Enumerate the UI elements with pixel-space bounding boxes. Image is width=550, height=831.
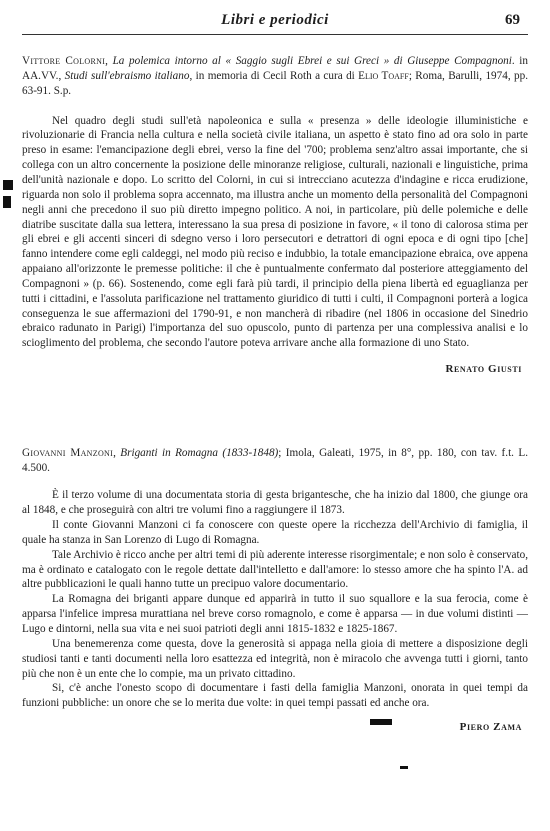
review-citation: Vittore Colorni, La polemica intorno al « Saggio sugli Ebrei e sui Greci » di Giuseppe Compagnoni. in AA.VV., Studi sull'ebraismo italiano, in memoria di Cecil Roth a cura di Elio Toaff; Roma, Barulli, 1974, pp. 63-91. S.p. [22,55,529,98]
citation-text: , in memoria di Cecil Roth a cura di [189,70,359,83]
review-body [22,488,528,711]
review-author: Vittore Colorni [22,55,106,67]
ink-smudge [400,766,408,769]
review-paragraph: Si, c'è anche l'onesto scopo di documentare i fasti della famiglia Manzoni, onorata in quei tempi da funzioni pubbliche: un onore che se lo merita due volte: in quei tempi passati ed anche ora. [22,682,528,710]
citation-editor: Elio Toaff [358,70,409,83]
citation-text: . in AA.VV., [22,55,528,83]
scan-mark [3,196,11,208]
review-title: Briganti in Romagna (1833-1848) [120,447,279,459]
review-colorni [22,54,528,375]
running-head [22,12,528,34]
citation-text: ; Imola, Galeati, 1975, in 8°, pp. 180, con tav. f.t. L. 4.500. [22,447,529,475]
review-paragraph: La Romagna dei briganti appare dunque ed apparirà in tutto il suo squallore e la sua ferocia, come è apparsa l'infelice impresa murattiana nel breve corso romagnolo, e come è apparsa — in due volumi distinti — Lugo e dintorni, nella sua vita e nei suoi patrioti degli anni 1815-1832 e 1825-1867. [22,593,528,635]
review-paragraph: Il conte Giovanni Manzoni ci fa conoscere con queste opere la ricchezza dell'Archivio di famiglia, il quale ha stanza in San Lorenzo di Lugo di Romagna. [22,519,528,546]
review-manzoni [22,446,528,733]
review-paragraph: Tale Archivio è ricco anche per altri temi di più aderente interesse risorgimentale; e non solo è conservato, ma è ordinato e catalogato con le regole dettate dall'intelletto e dall'amore: lo stesso amore che ha spinto l'A. ad altre pubblicazioni le quali hanno tutte un precipuo valore documentario. [22,548,528,591]
review-body [22,114,528,352]
citation-text: ; Roma, Barulli, 1974, pp. 63-91. S.p. [22,70,529,98]
ink-smudge [370,719,392,725]
review-signature: Piero Zama [459,721,522,734]
review-signature: Renato Giusti [445,363,522,376]
scan-mark [3,180,13,190]
header-rule [22,34,528,35]
review-paragraph: Nel quadro degli studi sull'età napoleonica e sulla « presenza » delle ideologie illuministiche e rivoluzionarie di Francia nella cultura e nella società civile italiana, un aspetto è stato fino ad ora solo in parte preso in esame: l'emancipazione degli ebrei, verso la fine del '700; problema senz'altro assai importante, che si collega con un altro concernente la posizione delle minoranze religiose, culturali, nazionali e linguistiche, prima dell'unità nazionale e dopo. Lo scritto del Colorni, in cui si intrecciano acutezza d'indagine e ricca erudizione, riguarda non solo il problema sopra accennato, ma illustra anche un momento della personalità del Compagnoni negli anni che precedono il suo più diretto impegno politico. A noi, in particolare, più delle polemiche e delle diatribe suscitate dalla sua lettera, interessano la sua presa di posizione in favore, « il tono di calorosa stima per gli ebrei e gli accenti sinceri di sdegno verso i loro persecutori e detrattori di ogni epoca e di ogni tipo [che] fanno intendere come egli caldeggi, nel modo più reciso e indubbio, la totale emancipazione ebraica, ove appena appaiano all'orizzonte le premesse politiche: il che è puntualmente confermato dal posteriore atteggiamento del Compagnoni » (p. 66). Sostenendo, come egli farà più tardi, il principio della piena libertà ed eguaglianza per tutti i cittadini, e l'assoluta parificazione nel trattamento giuridico di tutti i culti, il Compagnoni porterà a logica conseguenza le sue affermazioni del 1790-91, e non mancherà di ribadire (nel 1806 in occasione del Sinedrio ebraico radunato in Parigi) l'importanza del suo opuscolo, punto di partenza per una complessiva analisi e lo scioglimento del problema, che secondo l'autore poteva arrivare anche alla formazione di uno Stato. [22,114,528,350]
citation-collection: Studi sull'ebraismo italiano [64,70,190,83]
running-head-title: Libri e periodici [221,12,329,28]
review-citation: Giovanni Manzoni, Briganti in Romagna (1833-1848); Imola, Galeati, 1975, in 8°, pp. 180, con tav. f.t. L. 4.500. [22,447,529,475]
review-title: La polemica intorno al « Saggio sugli Ebrei e sui Greci » di Giuseppe Compagnoni [112,55,512,67]
review-paragraph: È il terzo volume di una documentata storia di gesta brigantesche, che ha inizio dal 1800, che giunge ora al 1848, e che proseguirà con altri tre volumi fino a raggiungere il 1873. [22,489,528,517]
review-paragraph: Una benemerenza come questa, dove la generosità si appaga nella gioia di mettere a disposizione degli studiosi tanti e tanti documenti nella loro esattezza ed integrità, non è miracolo che avvenga tutti i giorni, tanto più che non è un ente che lo compie, ma un privato cittadino. [22,637,528,680]
review-author: Giovanni Manzoni [22,447,114,459]
page-number: 69 [505,12,520,28]
